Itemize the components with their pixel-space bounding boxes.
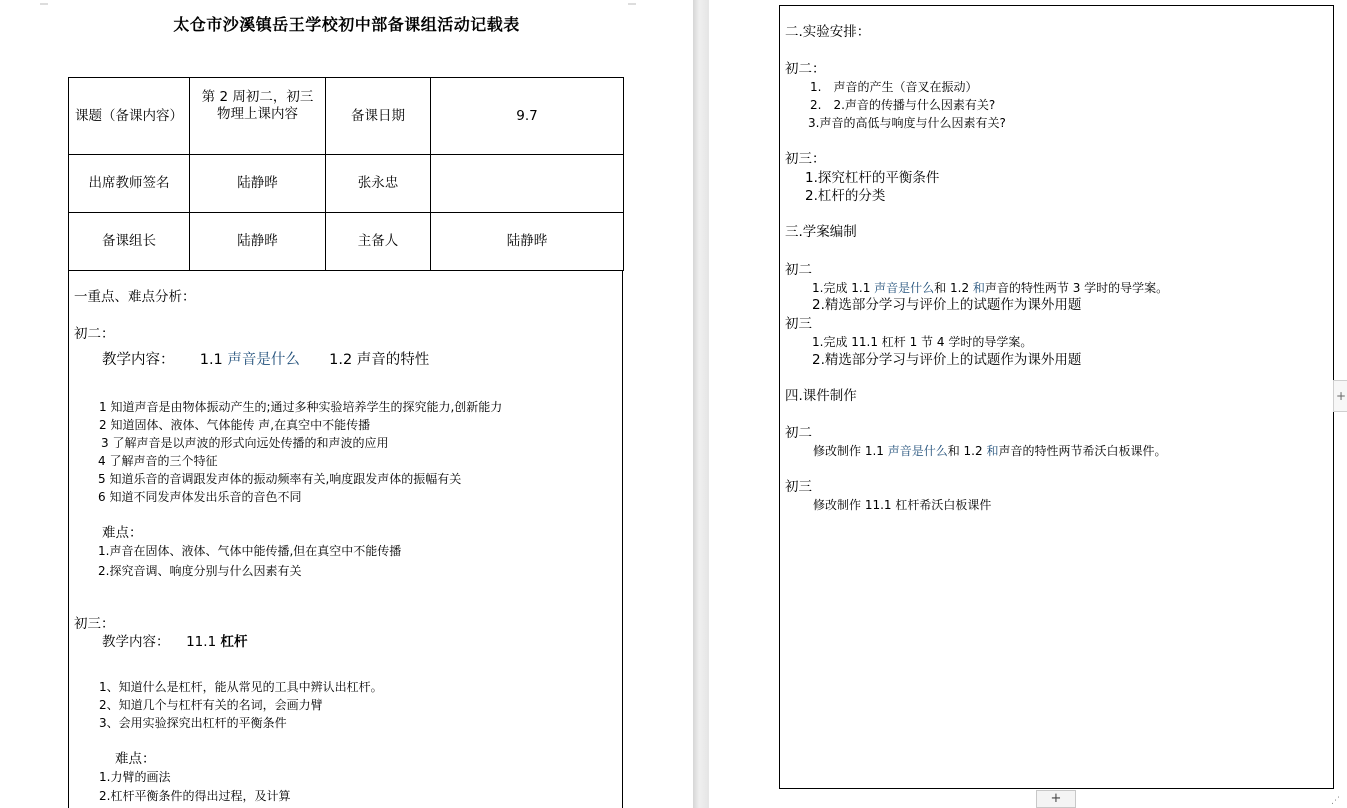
cell-attendee-1: 陆静晔 bbox=[190, 155, 326, 213]
courseware-grade3-label: 初三 bbox=[785, 479, 812, 495]
plan-grade2-label: 初二 bbox=[785, 262, 812, 278]
grade2-point-1: 1 知道声音是由物体振动产生的;通过多种实验培养学生的探究能力,创新能力 bbox=[99, 400, 503, 414]
grade3-difficulty-label: 难点： bbox=[115, 751, 156, 767]
grade2-point-6: 6 知道不同发声体发出乐音的音色不同 bbox=[98, 490, 302, 504]
grade2-point-4: 4 了解声音的三个特征 bbox=[98, 454, 218, 468]
exp-grade2-item-2: 2. 2.声音的传播与什么因素有关? bbox=[810, 98, 996, 112]
exp-grade2-label: 初二： bbox=[785, 61, 826, 77]
grade3-point-1: 1、知道什么是杠杆，能从常见的工具中辨认出杠杆。 bbox=[99, 680, 383, 694]
cell-date-label: 备课日期 bbox=[326, 78, 431, 155]
cell-attendee-2: 张永忠 bbox=[326, 155, 431, 213]
grade2-teaching-content: 教学内容： 1.1 声音是什么 1.2 声音的特性 bbox=[102, 352, 430, 368]
exp-grade3-item-2: 2.杠杆的分类 bbox=[805, 188, 886, 204]
grade3-point-3: 3、会用实验探究出杠杆的平衡条件 bbox=[99, 716, 287, 730]
plan-grade3-item-2: 2.精选部分学习与评价上的试题作为课外用题 bbox=[812, 352, 1082, 368]
grade3-difficulty-1: 1.力臂的画法 bbox=[99, 770, 171, 784]
plan-grade2-item-1: 1.完成 1.1 声音是什么和 1.2 和声音的特性两节 3 学时的导学案。 bbox=[812, 281, 1169, 295]
section-heading-experiments: 二.实验安排： bbox=[785, 24, 871, 40]
side-add-button[interactable]: + bbox=[1333, 380, 1347, 412]
grade2-label: 初二： bbox=[74, 326, 115, 342]
grade2-difficulty-1: 1.声音在固体、液体、气体中能传播,但在真空中不能传播 bbox=[98, 544, 402, 558]
cell-attendance-label: 出席教师签名 bbox=[69, 155, 190, 213]
add-page-button[interactable]: + bbox=[1036, 790, 1076, 808]
page-corner-mark bbox=[628, 0, 636, 8]
courseware-grade2-label: 初二 bbox=[785, 425, 812, 441]
document-page-right bbox=[709, 0, 1347, 808]
grade2-difficulty-label: 难点： bbox=[102, 525, 143, 541]
topic-line-1: 第 2 周初二，初三 bbox=[201, 89, 314, 105]
cell-attendee-3 bbox=[431, 155, 624, 213]
page-gap bbox=[693, 0, 709, 808]
grade2-point-3: 3 了解声音是以声波的形式向远处传播的和声波的应用 bbox=[101, 436, 389, 450]
document-title: 太仓市沙溪镇岳王学校初中部备课组活动记载表 bbox=[173, 15, 520, 34]
topic-line-2: 物理上课内容 bbox=[217, 106, 298, 122]
courseware-grade2-text: 修改制作 1.1 声音是什么和 1.2 和声音的特性两节希沃白板课件。 bbox=[813, 444, 1167, 458]
plan-grade2-item-2: 2.精选部分学习与评价上的试题作为课外用题 bbox=[812, 297, 1082, 313]
exp-grade3-label: 初三： bbox=[785, 151, 826, 167]
exp-grade3-item-1: 1.探究杠杆的平衡条件 bbox=[805, 170, 940, 186]
cell-preparer-label: 主备人 bbox=[326, 213, 431, 271]
section-heading-study-plan: 三.学案编制 bbox=[785, 224, 857, 240]
cell-preparer-value: 陆静晔 bbox=[431, 213, 624, 271]
grade2-point-2: 2 知道固体、液体、气体能传 声,在真空中不能传播 bbox=[99, 418, 371, 432]
cell-topic-value bbox=[190, 78, 326, 155]
grade2-difficulty-2: 2.探究音调、响度分别与什么因素有关 bbox=[98, 564, 302, 578]
cell-leader-label: 备课组长 bbox=[69, 213, 190, 271]
section-heading-courseware: 四.课件制作 bbox=[785, 388, 857, 404]
exp-grade2-item-3: 3.声音的高低与响度与什么因素有关? bbox=[808, 116, 1006, 130]
plan-grade3-label: 初三 bbox=[785, 316, 812, 332]
analysis-section-box bbox=[68, 270, 623, 808]
cell-topic-label: 课题（备课内容） bbox=[69, 78, 190, 155]
section-heading-analysis: 一重点、难点分析： bbox=[74, 289, 196, 305]
cell-date-value: 9.7 bbox=[431, 78, 624, 155]
cell-leader-value: 陆静晔 bbox=[190, 213, 326, 271]
grade3-difficulty-2: 2.杠杆平衡条件的得出过程，及计算 bbox=[99, 789, 291, 803]
plan-grade3-item-1: 1.完成 11.1 杠杆 1 节 4 学时的导学案。 bbox=[812, 335, 1033, 349]
grade3-label: 初三： bbox=[74, 616, 115, 632]
resize-grip-icon[interactable]: ⋰ bbox=[1331, 796, 1340, 806]
grade3-point-2: 2、知道几个与杠杆有关的名词，会画力臂 bbox=[99, 698, 323, 712]
grade3-teaching-content: 教学内容： 11.1 杠杆 bbox=[102, 634, 248, 650]
courseware-grade3-text: 修改制作 11.1 杠杆希沃白板课件 bbox=[813, 498, 992, 512]
grade2-point-5: 5 知道乐音的音调跟发声体的振动频率有关,响度跟发声体的振幅有关 bbox=[98, 472, 462, 486]
content-frame bbox=[779, 5, 1334, 789]
page-corner-mark bbox=[40, 0, 48, 8]
exp-grade2-item-1: 1. 声音的产生（音叉在振动） bbox=[810, 80, 978, 94]
activity-record-table bbox=[68, 77, 624, 271]
